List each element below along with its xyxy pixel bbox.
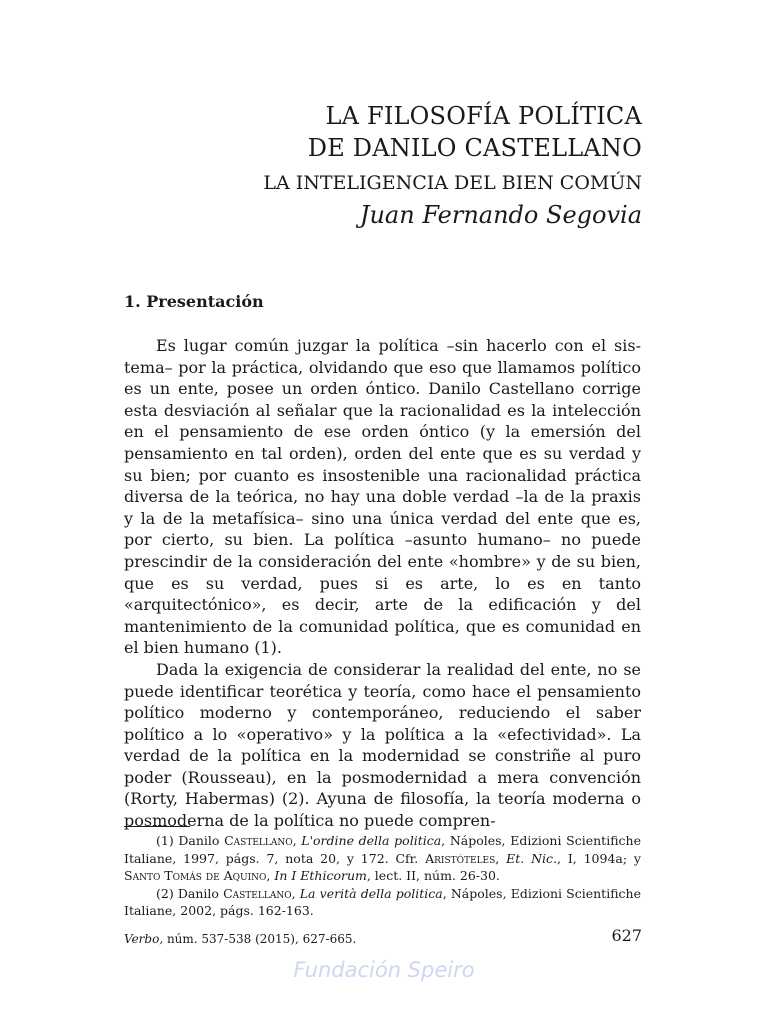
paragraph-2: Dada la exigencia de considerar la realidad del ente, no se puede identificar teorética y teoría, como hace el pensamiento político moderno y contemporáneo, reduciendo el saber político a lo «operativo» y la política a la «efectividad». La verdad de la política en la modernidad se constriñe al puro poder (Rousseau), en la posmodernidad a mera convención (Rorty, Habermas) (2). Ayuna de filosofía, la teoría moderna o posmoderna de la política no puede compren- <box>124 659 641 831</box>
section-heading: 1. Presentación <box>124 292 264 311</box>
body-text <box>124 335 641 832</box>
journal-name: Verbo, <box>124 932 164 946</box>
article-title-line-2: DE DANILO CASTELLANO <box>307 134 642 162</box>
footnote-1: (1) Danilo Castellano, L'ordine della politica, Nápoles, Edizioni Scientifiche Italiane, 1997, págs. 7, nota 20, y 172. Cfr. Aristóteles, Et. Nic., I, 1094a; y Santo Tomás de Aquino, In I Ethicorum, lect. II, núm. 26-30. <box>124 833 641 883</box>
running-footer <box>124 932 641 946</box>
title-block <box>263 100 642 232</box>
author-name: Juan Fernando Segovia <box>359 201 642 229</box>
footnotes <box>124 832 641 920</box>
paragraph-1: Es lugar común juzgar la política –sin hacerlo con el sistema– por la práctica, olvidando que eso que llamamos político es un ente, posee un orden óntico. Danilo Castellano corrige esta desviación al señalar que la racionalidad es la intelección en el pensamiento de ese orden óntico (y la emersión del pensamiento en tal orden), orden del ente que es su verdad y su bien; por cuanto es insostenible una racionalidad práctica diversa de la teórica, no hay una doble verdad –la de la praxis y la de la metafísica– sino una única verdad del ente que es, por cierto, su bien. La política –asunto humano– no puede prescindir de la consideración del ente «hombre» y de su bien, que es su verdad, pues si es arte, lo es en tanto «arquitectónico», es decir, arte de la edificación y del mantenimiento de la comunidad política, que es comunidad en el bien humano (1). <box>124 336 641 658</box>
footnote-rule <box>124 826 190 827</box>
article-title-line-1: LA FILOSOFÍA POLÍTICA <box>325 102 642 130</box>
article-subtitle: LA INTELIGENCIA DEL BIEN COMÚN <box>263 172 642 194</box>
watermark: Fundación Speiro <box>293 958 475 982</box>
footnote-2: (2) Danilo Castellano, La verità della politica, Nápoles, Edizioni Scientifiche Italiane, 2002, págs. 162-163. <box>124 885 641 918</box>
journal-citation: núm. 537-538 (2015), 627-665. <box>163 932 357 946</box>
page-number: 627 <box>611 926 642 945</box>
